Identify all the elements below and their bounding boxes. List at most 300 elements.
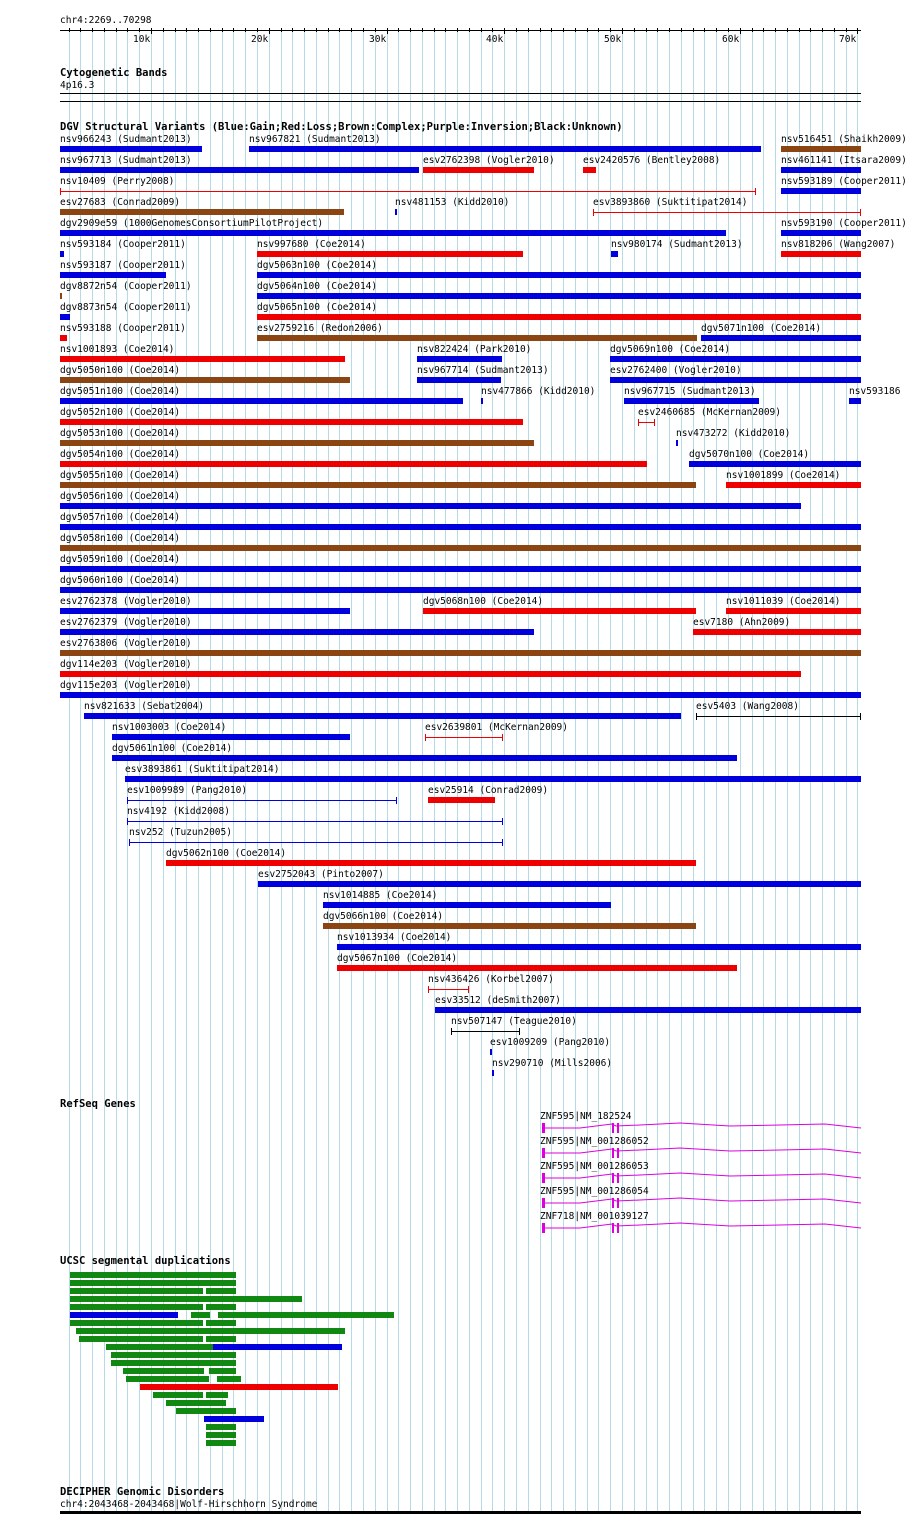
dgv-feature-bar[interactable] [60, 629, 534, 635]
dgv-feature-bar[interactable] [258, 881, 861, 887]
dgv-feature-label: dgv5063n100 (Coe2014) [257, 260, 378, 271]
refseq-gene-label: ZNF595|NM_001286054 [540, 1186, 649, 1197]
refseq-exon [542, 1223, 545, 1233]
dgv-feature-bar[interactable] [60, 167, 419, 173]
dgv-feature-bar[interactable] [60, 419, 523, 425]
ruler-minor-tick [822, 28, 823, 32]
dgv-feature-label: esv2752043 (Pinto2007) [258, 869, 384, 880]
ruler-minor-tick [775, 28, 776, 32]
dgv-feature-bar[interactable] [60, 587, 861, 593]
dgv-feature-label: dgv5066n100 (Coe2014) [323, 911, 444, 922]
segdup-bar[interactable] [209, 1368, 236, 1374]
segdup-bar[interactable] [176, 1408, 236, 1414]
ruler-minor-tick [127, 28, 128, 32]
segdup-track-title[interactable]: UCSC segmental duplications [60, 1255, 231, 1267]
ruler-major-tick [504, 28, 505, 34]
dgv-feature-bar[interactable] [84, 713, 681, 719]
dgv-feature-bar[interactable] [781, 188, 861, 194]
dgv-feature-bar[interactable] [693, 629, 861, 635]
dgv-feature-line[interactable] [638, 422, 655, 423]
segdup-bar[interactable] [213, 1344, 342, 1350]
dgv-feature-bar[interactable] [60, 398, 463, 404]
dgv-feature-bar[interactable] [60, 608, 350, 614]
ruler-minor-tick [634, 28, 635, 32]
dgv-feature-endcap [519, 1028, 520, 1035]
ruler-minor-tick [681, 28, 682, 32]
ruler-major-tick [387, 28, 388, 34]
dgv-feature-line[interactable] [696, 716, 861, 717]
ruler-minor-tick [516, 28, 517, 32]
dgv-feature-bar[interactable] [257, 272, 861, 278]
dgv-feature-endcap [127, 797, 128, 804]
refseq-exon [617, 1223, 619, 1233]
ruler-minor-tick [551, 28, 552, 32]
ruler-minor-tick [540, 28, 541, 32]
ruler-tick-label: 50k [604, 34, 622, 45]
dgv-feature-line[interactable] [60, 191, 756, 192]
dgv-feature-bar[interactable] [583, 167, 596, 173]
ruler-major-tick [622, 28, 623, 34]
ruler-minor-tick [434, 28, 435, 32]
dgv-feature-bar[interactable] [112, 734, 350, 740]
ruler-minor-tick [575, 28, 576, 32]
dgv-feature-label: esv33512 (deSmith2007) [435, 995, 561, 1006]
refseq-gene-label: ZNF595|NM_182524 [540, 1111, 632, 1122]
dgv-feature-label: dgv5058n100 (Coe2014) [60, 533, 181, 544]
ruler-minor-tick [846, 28, 847, 32]
ruler-minor-tick [587, 28, 588, 32]
refseq-gene-model[interactable] [540, 1146, 870, 1160]
dgv-feature-endcap [755, 188, 756, 195]
dgv-feature-bar[interactable] [417, 356, 502, 362]
refseq-exon [617, 1198, 619, 1208]
segdup-bar[interactable] [70, 1280, 236, 1286]
dgv-feature-label: nsv967714 (Sudmant2013) [417, 365, 549, 376]
refseq-gene-label: ZNF718|NM_001039127 [540, 1211, 649, 1222]
ruler-minor-tick [716, 28, 717, 32]
refseq-intron-line [542, 1123, 861, 1128]
ruler-minor-tick [704, 28, 705, 32]
ruler-minor-tick [445, 28, 446, 32]
dgv-feature-label: nsv436426 (Korbel2007) [428, 974, 554, 985]
cytoband-track-title[interactable]: Cytogenetic Bands [60, 67, 168, 79]
refseq-gene-model[interactable] [540, 1121, 870, 1135]
dgv-feature-label: esv1009989 (Pang2010) [127, 785, 248, 796]
ruler-minor-tick [834, 28, 835, 32]
segdup-bar[interactable] [206, 1304, 236, 1310]
dgv-feature-label: esv2762378 (Vogler2010) [60, 596, 192, 607]
dgv-feature-label: dgv5052n100 (Coe2014) [60, 407, 181, 418]
segdup-bar[interactable] [206, 1320, 236, 1326]
ruler-tick-label: 70k [839, 34, 857, 45]
dgv-feature-line[interactable] [127, 821, 503, 822]
dgv-feature-bar[interactable] [60, 461, 647, 467]
dgv-feature-bar[interactable] [395, 209, 397, 215]
ruler-minor-tick [728, 28, 729, 32]
segdup-bar[interactable] [206, 1392, 228, 1398]
dgv-feature-label: nsv290710 (Mills2006) [492, 1058, 613, 1069]
dgv-feature-label: dgv114e203 (Vogler2010) [60, 659, 192, 670]
dgv-feature-bar[interactable] [689, 461, 861, 467]
ruler-minor-tick [763, 28, 764, 32]
refseq-gene-model[interactable] [540, 1221, 870, 1235]
dgv-feature-label: esv2639801 (McKernan2009) [425, 722, 568, 733]
dgv-feature-line[interactable] [129, 842, 503, 843]
dgv-feature-bar[interactable] [492, 1070, 494, 1076]
dgv-feature-bar[interactable] [60, 209, 344, 215]
segdup-bar[interactable] [206, 1440, 236, 1446]
dgv-feature-line[interactable] [425, 737, 503, 738]
ruler-minor-tick [657, 28, 658, 32]
dgv-feature-label: nsv593188 (Cooper2011) [60, 323, 186, 334]
dgv-feature-bar[interactable] [60, 671, 801, 677]
segdup-bar[interactable] [126, 1376, 209, 1382]
dgv-feature-label: esv2763806 (Vogler2010) [60, 638, 192, 649]
dgv-feature-bar[interactable] [60, 503, 801, 509]
dgv-feature-label: dgv2909e59 (1000GenomesConsortiumPilotProject) [60, 218, 324, 229]
ruler-minor-tick [351, 28, 352, 32]
segdup-bar[interactable] [153, 1392, 203, 1398]
ruler-minor-tick [186, 28, 187, 32]
dgv-feature-bar[interactable] [60, 314, 70, 320]
ruler-tick-label: 10k [133, 34, 151, 45]
dgv-feature-bar[interactable] [676, 440, 678, 446]
dgv-feature-label: dgv8872n54 (Cooper2011) [60, 281, 192, 292]
dgv-feature-bar[interactable] [60, 377, 350, 383]
dgv-feature-endcap [502, 734, 503, 741]
dgv-feature-label: nsv593186 [849, 386, 901, 397]
dgv-feature-label: dgv5057n100 (Coe2014) [60, 512, 181, 523]
dgv-feature-bar[interactable] [435, 1007, 861, 1013]
decipher-feature-bar[interactable] [60, 1511, 861, 1514]
dgv-feature-bar[interactable] [166, 860, 696, 866]
ruler-minor-tick [646, 28, 647, 32]
dgv-feature-bar[interactable] [60, 692, 861, 698]
dgv-feature-bar[interactable] [726, 482, 861, 488]
ruler-minor-tick [198, 28, 199, 32]
segdup-bar[interactable] [111, 1352, 236, 1358]
dgv-feature-bar[interactable] [481, 398, 483, 404]
dgv-feature-bar[interactable] [849, 398, 861, 404]
dgv-feature-label: dgv5070n100 (Coe2014) [689, 449, 810, 460]
dgv-feature-label: esv2762379 (Vogler2010) [60, 617, 192, 628]
dgv-feature-endcap [451, 1028, 452, 1035]
refseq-exon [612, 1173, 614, 1183]
ruler-major-tick [740, 28, 741, 34]
refseq-exon [612, 1198, 614, 1208]
ruler-minor-tick [281, 28, 282, 32]
segdup-bar[interactable] [140, 1384, 338, 1390]
segdup-bar[interactable] [166, 1400, 226, 1406]
segdup-bar[interactable] [206, 1424, 236, 1430]
ruler-minor-tick [669, 28, 670, 32]
dgv-feature-endcap [396, 797, 397, 804]
ruler-minor-tick [457, 28, 458, 32]
dgv-feature-label: nsv997680 (Coe2014) [257, 239, 366, 250]
segdup-bar[interactable] [106, 1344, 213, 1350]
dgv-feature-bar[interactable] [610, 356, 861, 362]
dgv-feature-label: esv3893860 (Suktitipat2014) [593, 197, 748, 208]
dgv-feature-label: nsv461141 (Itsara2009) [781, 155, 907, 166]
dgv-feature-label: dgv5071n100 (Coe2014) [701, 323, 822, 334]
ruler-minor-tick [92, 28, 93, 32]
ruler-tick-label: 20k [251, 34, 269, 45]
dgv-feature-label: dgv5056n100 (Coe2014) [60, 491, 181, 502]
ruler-minor-tick [292, 28, 293, 32]
dgv-feature-endcap [428, 986, 429, 993]
segdup-bar[interactable] [70, 1272, 236, 1278]
dgv-feature-bar[interactable] [417, 377, 501, 383]
segdup-bar[interactable] [70, 1304, 203, 1310]
dgv-feature-label: esv2762398 (Vogler2010) [423, 155, 555, 166]
dgv-feature-label: nsv507147 (Teague2010) [451, 1016, 577, 1027]
dgv-feature-endcap [654, 419, 655, 426]
ruler-minor-tick [799, 28, 800, 32]
dgv-feature-label: nsv967715 (Sudmant2013) [624, 386, 756, 397]
dgv-feature-label: dgv5060n100 (Coe2014) [60, 575, 181, 586]
dgv-feature-bar[interactable] [60, 482, 696, 488]
dgv-feature-label: nsv818206 (Wang2007) [781, 239, 896, 250]
ruler-minor-tick [693, 28, 694, 32]
ruler-minor-tick [163, 28, 164, 32]
ruler-minor-tick [339, 28, 340, 32]
dgv-feature-label: dgv5069n100 (Coe2014) [610, 344, 731, 355]
refseq-exon [612, 1223, 614, 1233]
dgv-feature-endcap [696, 713, 697, 720]
ruler-minor-tick [481, 28, 482, 32]
dgv-feature-label: nsv593184 (Cooper2011) [60, 239, 186, 250]
dgv-feature-label: nsv477866 (Kidd2010) [481, 386, 596, 397]
refseq-track-title[interactable]: RefSeq Genes [60, 1098, 136, 1110]
dgv-feature-bar[interactable] [423, 167, 534, 173]
dgv-feature-bar[interactable] [323, 902, 611, 908]
dgv-feature-line[interactable] [428, 989, 469, 990]
dgv-feature-line[interactable] [127, 800, 397, 801]
dgv-feature-bar[interactable] [726, 608, 861, 614]
dgv-feature-bar[interactable] [624, 398, 759, 404]
segdup-bar[interactable] [217, 1376, 241, 1382]
segdup-bar[interactable] [70, 1288, 203, 1294]
ruler-minor-tick [80, 28, 81, 32]
dgv-feature-label: nsv1003003 (Coe2014) [112, 722, 227, 733]
ruler-major-tick [269, 28, 270, 34]
dgv-feature-label: nsv1014885 (Coe2014) [323, 890, 438, 901]
dgv-feature-label: nsv593187 (Cooper2011) [60, 260, 186, 271]
ruler-minor-tick [245, 28, 246, 32]
refseq-exon [617, 1173, 619, 1183]
dgv-feature-label: nsv593189 (Cooper2011) [781, 176, 907, 187]
dgv-feature-label: dgv5050n100 (Coe2014) [60, 365, 181, 376]
dgv-feature-bar[interactable] [60, 335, 67, 341]
dgv-feature-bar[interactable] [60, 293, 62, 299]
dgv-feature-label: nsv516451 (Shaikh2009) [781, 134, 907, 145]
refseq-gene-label: ZNF595|NM_001286053 [540, 1161, 649, 1172]
dgv-feature-label: dgv5065n100 (Coe2014) [257, 302, 378, 313]
segdup-bar[interactable] [204, 1416, 264, 1422]
refseq-exon [612, 1123, 614, 1133]
dgv-feature-label: nsv1001893 (Coe2014) [60, 344, 175, 355]
dgv-feature-bar[interactable] [60, 524, 861, 530]
dgv-feature-label: esv27683 (Conrad2009) [60, 197, 181, 208]
ruler-tick-label: 30k [369, 34, 387, 45]
dgv-feature-label: esv2762400 (Vogler2010) [610, 365, 742, 376]
dgv-feature-bar[interactable] [125, 776, 861, 782]
ruler-minor-tick [304, 28, 305, 32]
dgv-feature-label: dgv5067n100 (Coe2014) [337, 953, 458, 964]
refseq-intron-line [542, 1148, 861, 1153]
dgv-feature-bar[interactable] [257, 251, 523, 257]
dgv-feature-label: dgv5062n100 (Coe2014) [166, 848, 287, 859]
ruler-minor-tick [752, 28, 753, 32]
dgv-feature-label: esv25914 (Conrad2009) [428, 785, 549, 796]
dgv-feature-bar[interactable] [781, 251, 861, 257]
dgv-feature-label: nsv980174 (Sudmant2013) [611, 239, 743, 250]
dgv-feature-endcap [127, 818, 128, 825]
dgv-feature-bar[interactable] [781, 146, 861, 152]
dgv-feature-endcap [425, 734, 426, 741]
dgv-feature-bar[interactable] [60, 650, 861, 656]
dgv-feature-label: nsv473272 (Kidd2010) [676, 428, 791, 439]
refseq-exon [617, 1148, 619, 1158]
dgv-feature-bar[interactable] [781, 167, 861, 173]
dgv-track-title[interactable]: DGV Structural Variants (Blue:Gain;Red:Loss;Brown:Complex;Purple:Inversion;Black:Unknown) [60, 121, 623, 133]
dgv-feature-label: dgv5053n100 (Coe2014) [60, 428, 181, 439]
dgv-feature-label: nsv1013934 (Coe2014) [337, 932, 452, 943]
dgv-feature-label: dgv5054n100 (Coe2014) [60, 449, 181, 460]
segdup-bar[interactable] [191, 1312, 210, 1318]
dgv-feature-label: nsv1011039 (Coe2014) [726, 596, 841, 607]
ruler-minor-tick [363, 28, 364, 32]
dgv-feature-label: dgv5055n100 (Coe2014) [60, 470, 181, 481]
dgv-feature-label: dgv5061n100 (Coe2014) [112, 743, 233, 754]
dgv-feature-bar[interactable] [323, 923, 696, 929]
dgv-feature-endcap [502, 839, 503, 846]
dgv-feature-endcap [468, 986, 469, 993]
segdup-bar[interactable] [76, 1328, 345, 1334]
segdup-bar[interactable] [70, 1320, 203, 1326]
ruler-minor-tick [328, 28, 329, 32]
dgv-feature-bar[interactable] [60, 356, 345, 362]
dgv-feature-label: nsv481153 (Kidd2010) [395, 197, 510, 208]
dgv-feature-bar[interactable] [428, 797, 495, 803]
dgv-feature-bar[interactable] [60, 230, 726, 236]
dgv-feature-endcap [860, 209, 861, 216]
segdup-bar[interactable] [206, 1336, 236, 1342]
dgv-feature-label: nsv821633 (Sebat2004) [84, 701, 205, 712]
segdup-bar[interactable] [70, 1296, 302, 1302]
dgv-feature-label: nsv593190 (Cooper2011) [781, 218, 907, 229]
segdup-bar[interactable] [123, 1368, 204, 1374]
dgv-feature-bar[interactable] [781, 230, 861, 236]
cytoband-rule-top [60, 93, 861, 94]
segdup-bar[interactable] [70, 1312, 178, 1318]
segdup-bar[interactable] [206, 1432, 236, 1438]
dgv-feature-bar[interactable] [257, 293, 861, 299]
dgv-feature-label: esv2759216 (Redon2006) [257, 323, 383, 334]
dgv-feature-line[interactable] [451, 1031, 520, 1032]
refseq-gene-model[interactable] [540, 1171, 870, 1185]
dgv-feature-bar[interactable] [60, 251, 64, 257]
dgv-feature-bar[interactable] [423, 608, 696, 614]
dgv-feature-endcap [593, 209, 594, 216]
dgv-feature-label: nsv4192 (Kidd2008) [127, 806, 230, 817]
dgv-feature-endcap [60, 188, 61, 195]
segdup-bar[interactable] [111, 1360, 236, 1366]
dgv-feature-bar[interactable] [60, 566, 861, 572]
dgv-feature-bar[interactable] [257, 335, 697, 341]
dgv-feature-bar[interactable] [249, 146, 761, 152]
dgv-feature-bar[interactable] [701, 335, 861, 341]
dgv-feature-bar[interactable] [60, 440, 534, 446]
dgv-feature-label: nsv822424 (Park2010) [417, 344, 532, 355]
ruler-minor-tick [422, 28, 423, 32]
dgv-feature-endcap [860, 713, 861, 720]
decipher-label: chr4:2043468-2043468|Wolf-Hirschhorn Syndrome [60, 1499, 318, 1510]
ruler-tick-label: 60k [722, 34, 740, 45]
dgv-feature-label: dgv5059n100 (Coe2014) [60, 554, 181, 565]
dgv-feature-bar[interactable] [60, 545, 861, 551]
dgv-feature-label: dgv8873n54 (Cooper2011) [60, 302, 192, 313]
dgv-feature-bar[interactable] [490, 1049, 492, 1055]
ruler-minor-tick [233, 28, 234, 32]
dgv-feature-bar[interactable] [257, 314, 861, 320]
dgv-feature-line[interactable] [593, 212, 861, 213]
ruler-tick-label: 40k [486, 34, 504, 45]
ruler-minor-tick [563, 28, 564, 32]
ruler-minor-tick [492, 28, 493, 32]
dgv-feature-bar[interactable] [60, 146, 202, 152]
cytoband-label: 4p16.3 [60, 80, 95, 91]
dgv-feature-endcap [129, 839, 130, 846]
dgv-feature-label: nsv966243 (Sudmant2013) [60, 134, 192, 145]
dgv-feature-bar[interactable] [337, 965, 737, 971]
dgv-feature-endcap [502, 818, 503, 825]
refseq-exon [542, 1198, 545, 1208]
ruler-minor-tick [257, 28, 258, 32]
region-label: chr4:2269..70298 [60, 15, 152, 26]
dgv-feature-label: dgv5064n100 (Coe2014) [257, 281, 378, 292]
cytoband-rule-bottom [60, 101, 861, 102]
decipher-track-title[interactable]: DECIPHER Genomic Disorders [60, 1486, 225, 1498]
refseq-intron-line [542, 1223, 861, 1228]
dgv-feature-bar[interactable] [610, 377, 861, 383]
dgv-feature-bar[interactable] [60, 272, 166, 278]
refseq-gene-model[interactable] [540, 1196, 870, 1210]
segdup-bar[interactable] [206, 1288, 236, 1294]
refseq-exon [542, 1148, 545, 1158]
refseq-exon [542, 1173, 545, 1183]
dgv-feature-label: nsv10409 (Perry2008) [60, 176, 175, 187]
ruler-minor-tick [787, 28, 788, 32]
dgv-feature-bar[interactable] [611, 251, 618, 257]
dgv-feature-bar[interactable] [112, 755, 737, 761]
dgv-feature-label: dgv5068n100 (Coe2014) [423, 596, 544, 607]
segdup-bar[interactable] [218, 1312, 394, 1318]
dgv-feature-label: nsv1001899 (Coe2014) [726, 470, 841, 481]
dgv-feature-label: esv3893861 (Suktitipat2014) [125, 764, 280, 775]
segdup-bar[interactable] [79, 1336, 203, 1342]
dgv-feature-label: esv7180 (Ahn2009) [693, 617, 791, 628]
dgv-feature-bar[interactable] [337, 944, 861, 950]
dgv-feature-label: esv2460685 (McKernan2009) [638, 407, 781, 418]
ruler-minor-tick [410, 28, 411, 32]
ruler-minor-tick [375, 28, 376, 32]
ruler-minor-tick [398, 28, 399, 32]
ruler-minor-tick [69, 28, 70, 32]
dgv-feature-label: esv1009209 (Pang2010) [490, 1037, 611, 1048]
refseq-intron-line [542, 1173, 861, 1178]
dgv-feature-label: nsv252 (Tuzun2005) [129, 827, 232, 838]
